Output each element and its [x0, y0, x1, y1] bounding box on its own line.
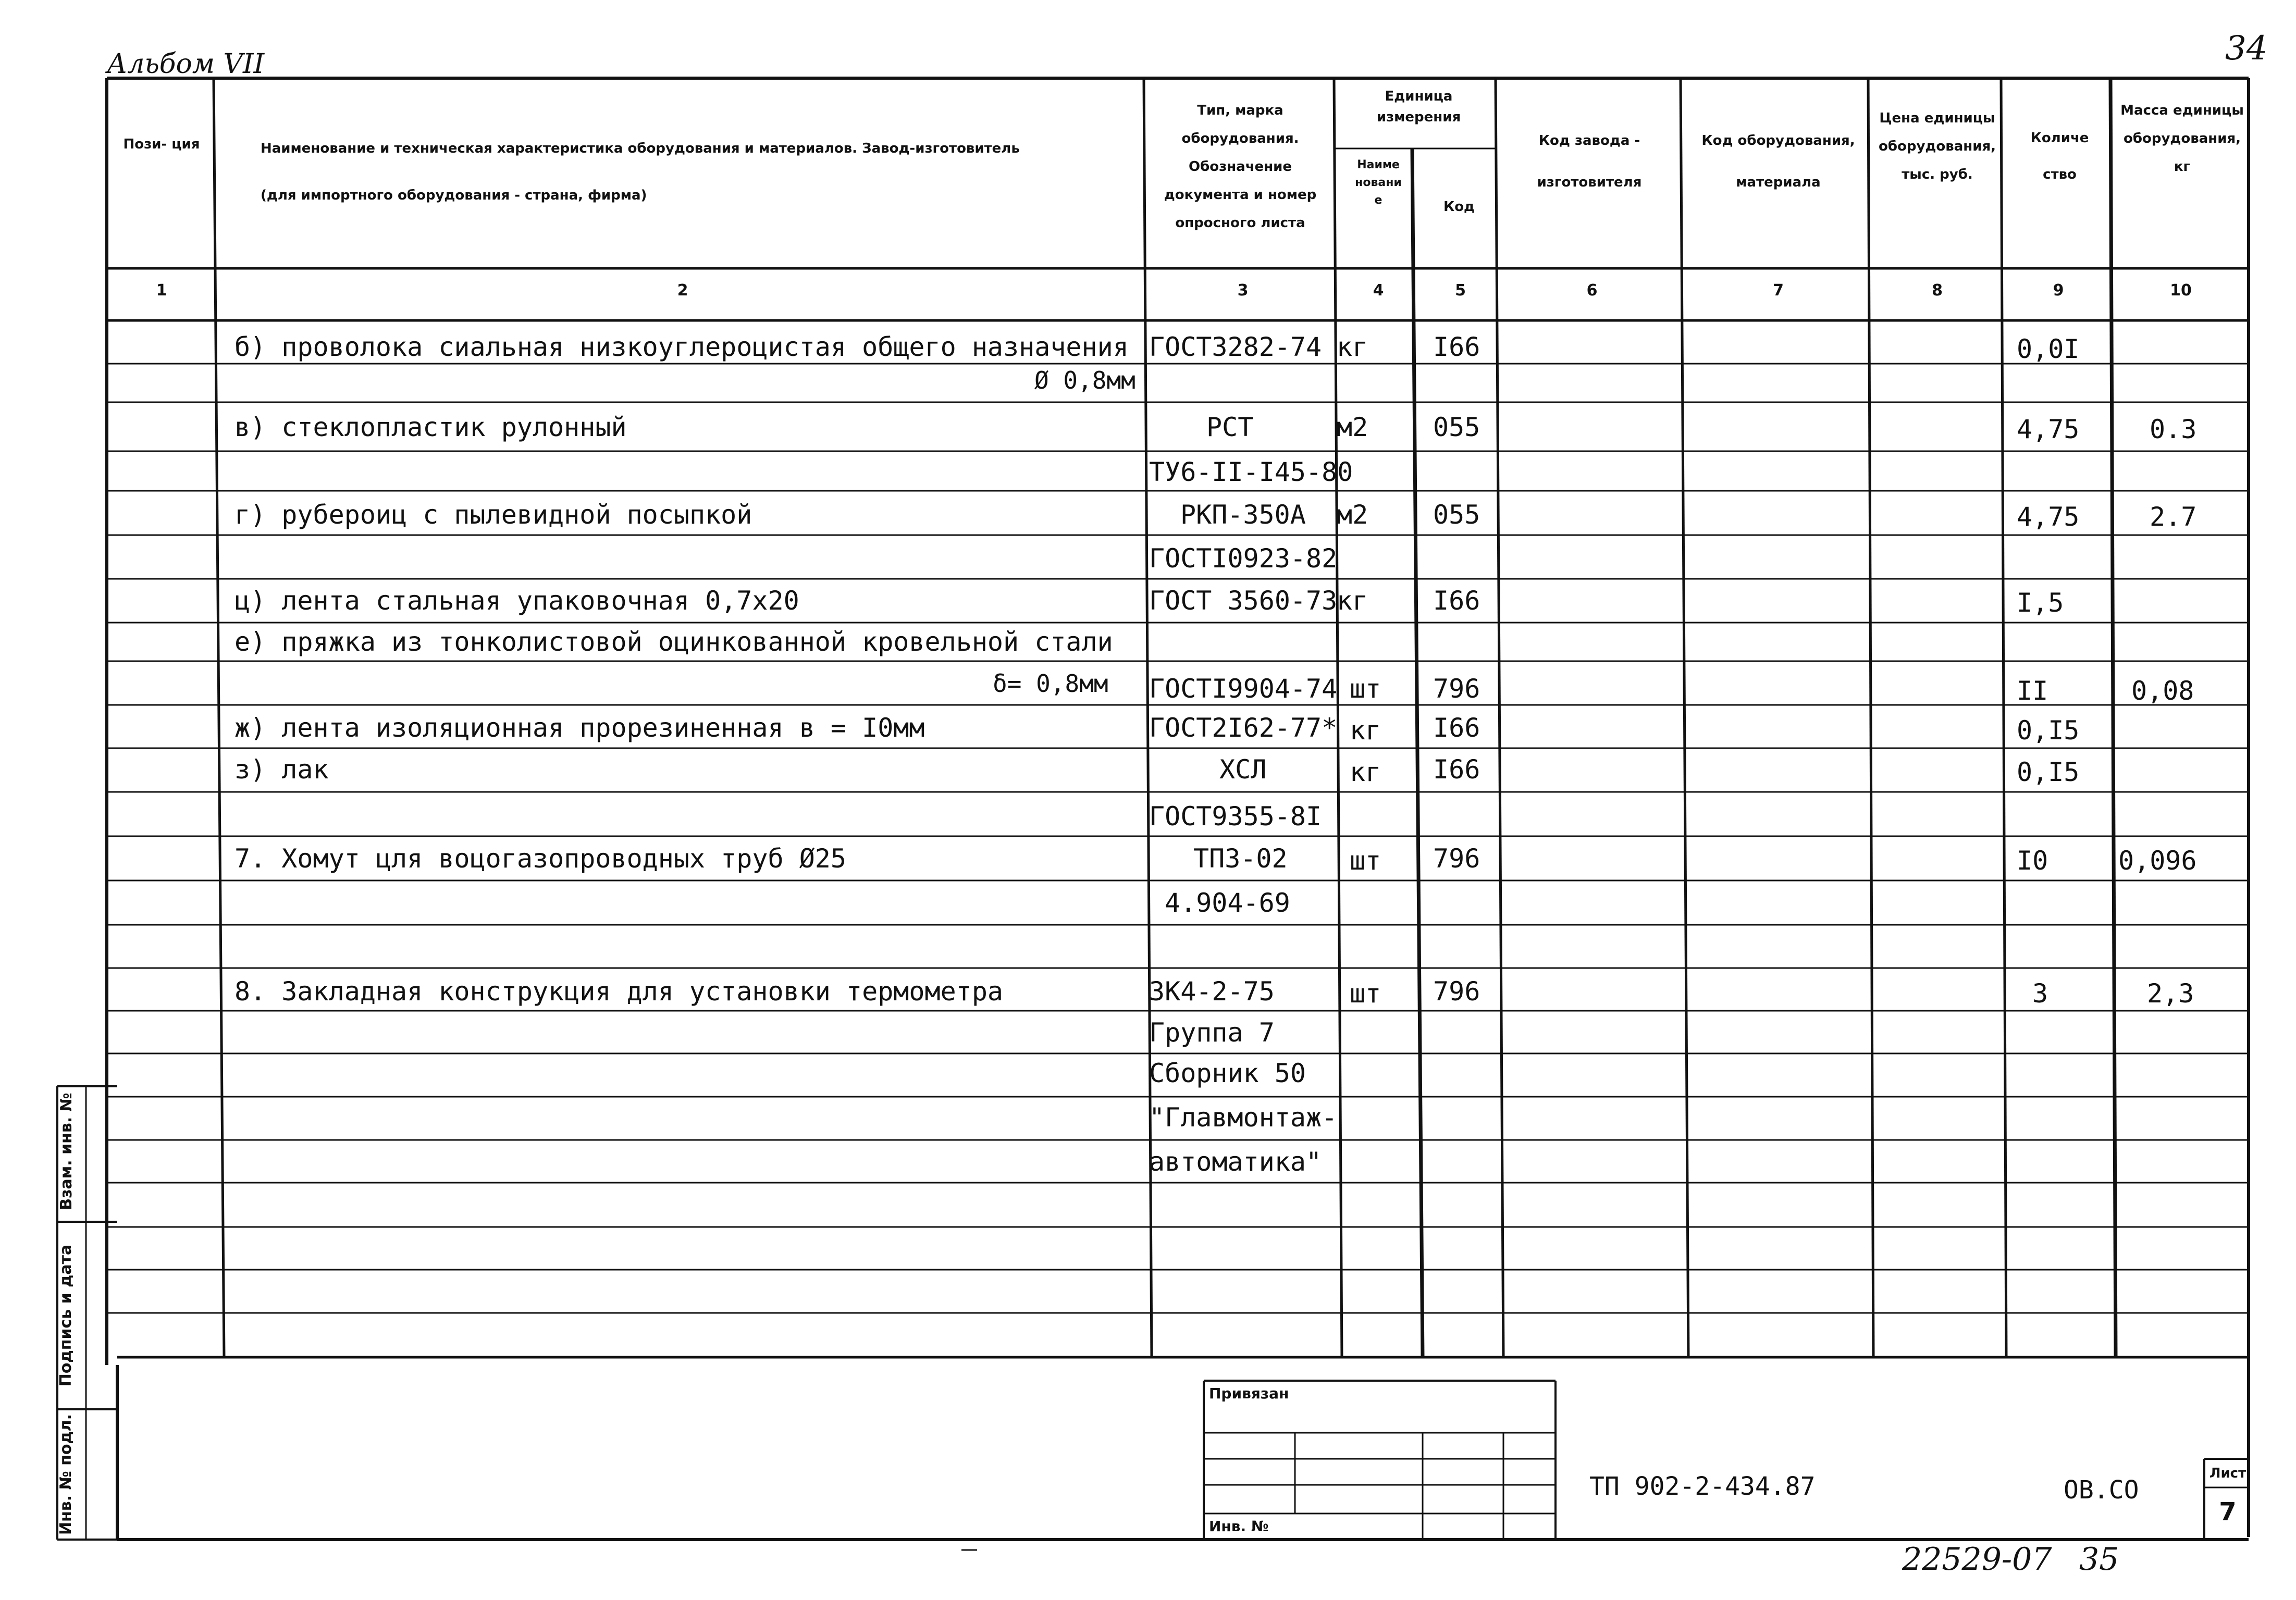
row-type: ХСЛ: [1219, 754, 1267, 785]
row-type: Сборник 50: [1149, 1058, 1306, 1088]
stamp-vzam-inv: Взам. инв. №: [57, 1093, 76, 1210]
row-name: δ= 0,8мм: [993, 669, 1108, 698]
row-name: б) проволока сиальная низкоуглероцистая общего назначения: [234, 332, 1129, 362]
colnum-10: 10: [2170, 281, 2192, 300]
row-name: в) стеклопластик рулонный: [234, 412, 627, 442]
row-mass: 0,096: [2118, 846, 2197, 876]
header-col-7: Код оборудования, материала: [1701, 133, 1855, 190]
header-col-3: Тип, марка оборудования. Обозначение документа и номер опросного листа: [1164, 103, 1317, 231]
row-type: Группа 7: [1149, 1018, 1275, 1048]
sheet-number: 7: [2219, 1497, 2237, 1527]
row-code: 796: [1433, 844, 1480, 874]
colnum-3: 3: [1237, 281, 1249, 300]
row-qty: 4,75: [2017, 414, 2080, 444]
row-unit: м2: [1337, 500, 1368, 530]
doc-code: ТП 902-2-434.87: [1589, 1472, 1816, 1501]
row-type: ГОСТI9904-74: [1149, 674, 1338, 704]
row-qty: 0,0I: [2017, 334, 2080, 364]
row-qty: II: [2017, 676, 2048, 706]
row-mass: 2.7: [2150, 502, 2197, 532]
colnum-9: 9: [2053, 281, 2064, 300]
row-type: ГОСТ9355-8I: [1149, 801, 1322, 832]
row-unit: шт: [1350, 846, 1381, 876]
section-code: ОВ.СО: [2064, 1475, 2139, 1505]
row-qty: I0: [2017, 846, 2048, 876]
row-unit: кг: [1350, 757, 1381, 787]
sheet-label: Лист: [2209, 1466, 2246, 1481]
row-code: 055: [1433, 412, 1480, 442]
row-code: I66: [1433, 754, 1480, 785]
header-col-4: Наименование: [1355, 158, 1402, 207]
row-name: г) рубероиц с пылевидной посыпкой: [234, 500, 752, 530]
row-code: 055: [1433, 500, 1480, 530]
stamp-inv-podl: Инв. № подл.: [57, 1413, 75, 1535]
row-type: ЗК4-2-75: [1149, 976, 1275, 1007]
row-type: ГОСТI0923-82: [1149, 543, 1338, 574]
row-name: з) лак: [234, 754, 329, 785]
inv-label: Инв. №: [1209, 1518, 1269, 1535]
colnum-5: 5: [1455, 281, 1466, 300]
row-type: ТУ6-II-I45-80: [1149, 457, 1353, 487]
row-type: автоматика": [1149, 1147, 1322, 1177]
row-name: ц) лента стальная упаковочная 0,7х20: [234, 586, 799, 616]
row-code: I66: [1433, 586, 1480, 616]
bottom-page-number: 35: [2079, 1541, 2119, 1578]
row-unit: кг: [1337, 586, 1368, 616]
row-code: 796: [1433, 976, 1480, 1007]
row-qty: 0,I5: [2017, 757, 2080, 787]
header-col-2: Наименование и техническая характеристика оборудования и материалов. Завод-изготовитель (для импортного оборудования - страна, фирма): [261, 141, 1020, 203]
colnum-4: 4: [1373, 281, 1384, 300]
bottom-doc-number: 22529-07: [1902, 1541, 2052, 1578]
row-name: 8. Закладная конструкция для установки термометра: [234, 976, 1004, 1007]
colnum-2: 2: [677, 281, 688, 300]
row-mass: 0,08: [2131, 676, 2194, 706]
row-unit: м2: [1337, 412, 1368, 442]
header-unit: Единица измерения: [1376, 89, 1461, 125]
header-col-6: Код завода - изготовителя: [1537, 133, 1642, 190]
row-type: 4.904-69: [1165, 888, 1290, 918]
row-unit: кг: [1350, 715, 1381, 746]
row-name: ж) лента изоляционная прорезиненная в = I0мм: [234, 713, 925, 743]
colnum-6: 6: [1586, 281, 1598, 300]
row-type: ГОСТ2I62-77*: [1149, 713, 1338, 743]
row-code: I66: [1433, 713, 1480, 743]
row-code: I66: [1433, 332, 1480, 362]
row-code: 796: [1433, 674, 1480, 704]
privyazan-label: Привязан: [1209, 1385, 1289, 1402]
row-unit: шт: [1350, 978, 1381, 1009]
row-qty: I,5: [2017, 588, 2064, 618]
colnum-8: 8: [1932, 281, 1943, 300]
header-col-5: Код: [1443, 199, 1475, 215]
row-type: ГОСТ 3560-73: [1149, 586, 1338, 616]
row-type: "Главмонтаж-: [1149, 1102, 1338, 1133]
row-qty: 3: [2032, 978, 2048, 1009]
row-qty: 4,75: [2017, 502, 2080, 532]
row-type: РКП-350А: [1180, 500, 1306, 530]
row-unit: шт: [1350, 674, 1381, 704]
stamp-podpis-data: Подпись и дата: [57, 1244, 75, 1387]
header-col-10: Масса единицы оборудования, кг: [2120, 103, 2244, 175]
album-label: Альбом VII: [107, 48, 265, 80]
sheet-number-top: 34: [2225, 29, 2268, 68]
row-type: ГОСТ3282-74: [1149, 332, 1322, 362]
row-name: е) пряжка из тонколистовой оцинкованной кровельной стали: [234, 627, 1113, 657]
row-type: РСТ: [1206, 412, 1254, 442]
header-col-1: Пози- ция: [123, 137, 200, 152]
row-qty: 0,I5: [2017, 715, 2080, 746]
row-mass: 0.3: [2150, 414, 2197, 444]
row-name: Ø 0,8мм: [1034, 366, 1135, 394]
colnum-7: 7: [1773, 281, 1784, 300]
colnum-1: 1: [156, 281, 167, 300]
header-col-9: Количество: [2030, 130, 2089, 182]
header-col-8: Цена единицы оборудования, тыс. руб.: [1878, 110, 1996, 182]
row-mass: 2,3: [2147, 978, 2194, 1009]
row-type: ТП3-02: [1193, 844, 1288, 874]
row-unit: кг: [1337, 332, 1368, 362]
row-name: 7. Хомут цля воцогазопроводных труб Ø25: [234, 844, 846, 874]
